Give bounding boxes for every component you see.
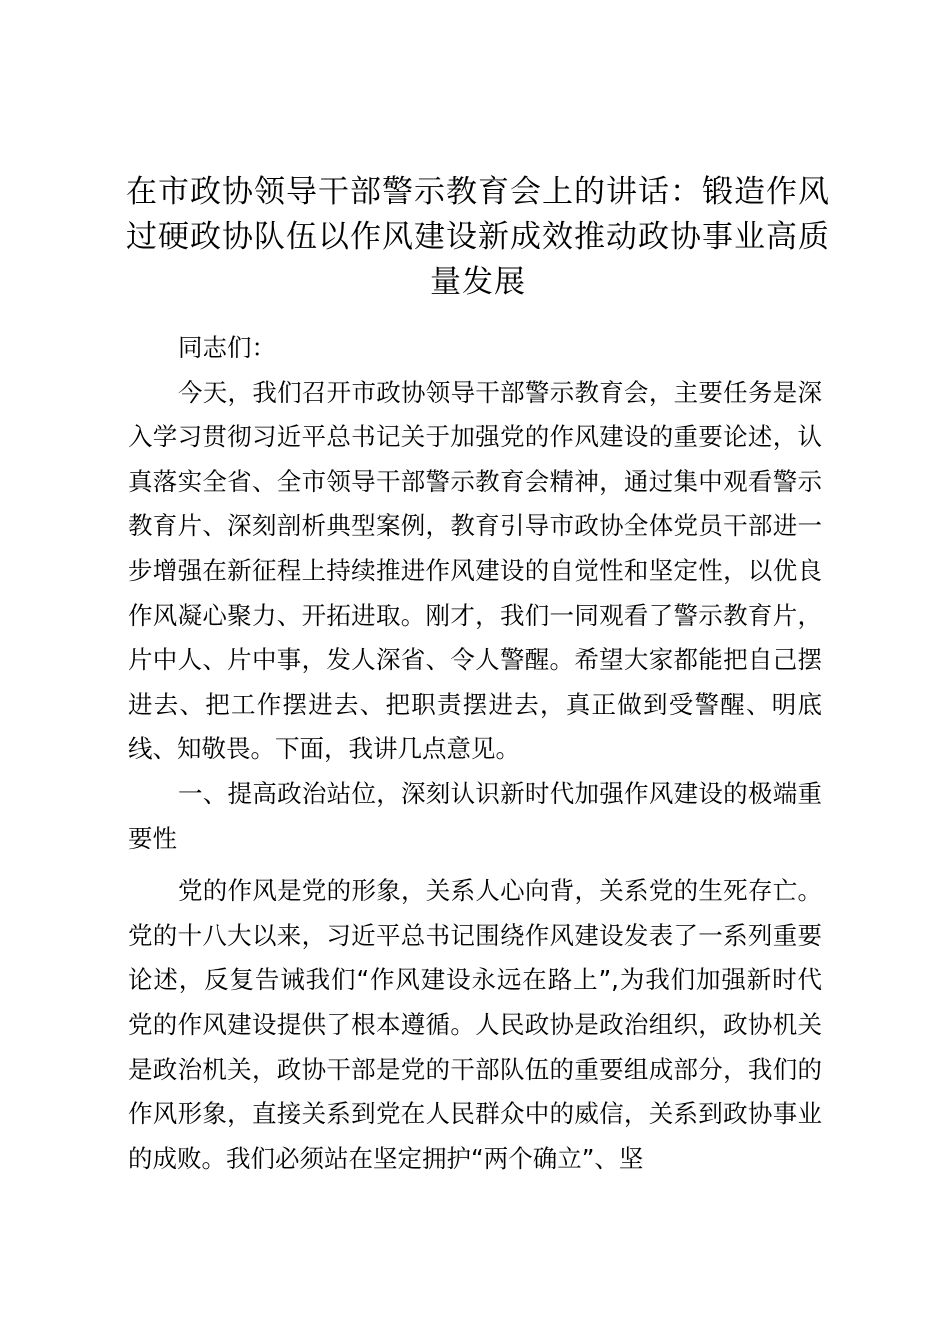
section-heading-1: 一、提高政治站位，深刻认识新时代加强作风建设的极端重要性 (128, 778, 822, 853)
salutation: 同志们： (178, 333, 276, 362)
document-title: 在市政协领导干部警示教育会上的讲话：锻造作风过硬政协队伍以作风建设新成效推动政协事业高质量发展 (126, 174, 830, 300)
document-body (128, 326, 822, 1181)
paragraph-intro: 今天，我们召开市政协领导干部警示教育会，主要任务是深入学习贯彻习近平总书记关于加强党的作风建设的重要论述，认真落实全省、全市领导干部警示教育会精神，通过集中观看警示教育片、深刻剖析典型案例，教育引导市政协全体党员干部进一步增强在新征程上持续推进作风建设的自觉性和坚定性，以优良作风凝心聚力、开拓进取。刚才，我们一同观看了警示教育片，片中人、片中事，发人深省、令人警醒。希望大家都能把自己摆进去、把工作摆进去、把职责摆进去，真正做到受警醒、明底线、知敬畏。下面，我讲几点意见。 (128, 377, 822, 764)
paragraph-section-1: 党的作风是党的形象，关系人心向背，关系党的生死存亡。党的十八大以来，习近平总书记围绕作风建设发表了一系列重要论述，反复告诫我们“作风建设永远在路上”,为我们加强新时代党的作风建设提供了根本遵循。人民政协是政治组织，政协机关是政治机关，政协干部是党的干部队伍的重要组成部分，我们的作风形象，直接关系到党在人民群众中的威信，关系到政协事业的成败。我们必须站在坚定拥护“两个确立”、坚 (128, 876, 822, 1173)
